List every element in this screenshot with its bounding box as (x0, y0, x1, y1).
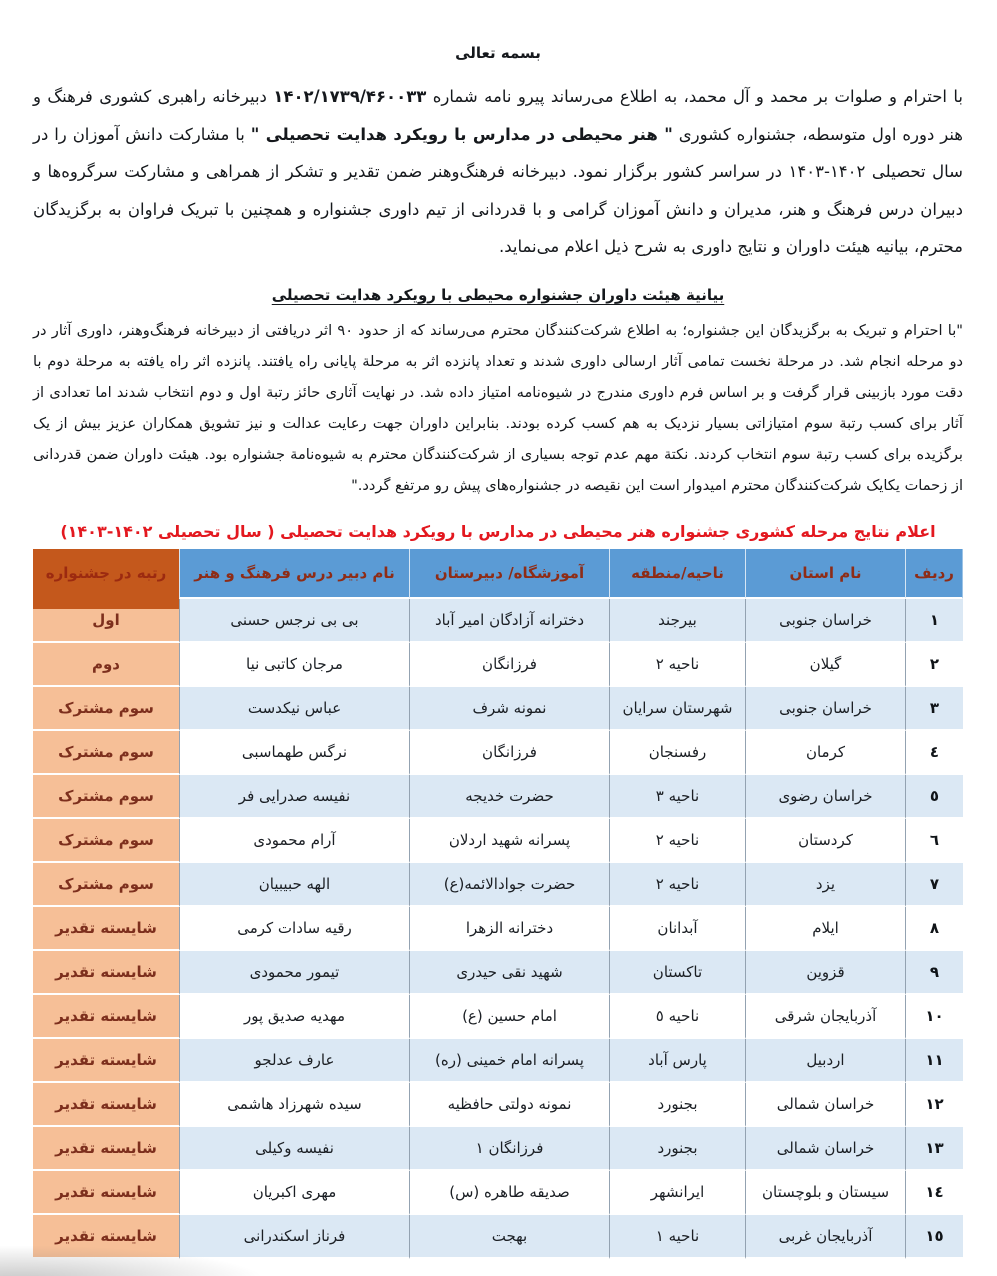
results-title: اعلام نتایج مرحله کشوری جشنواره هنر محیطی در مدارس با رویکرد هدایت تحصیلی ( سال تحصیلی ۱۴۰۲-۱۴۰۳) (60, 521, 936, 541)
table-row (33, 643, 963, 687)
cell-rank: سوم مشترک (33, 731, 179, 775)
header-district: ناحیه/منطقه (609, 549, 745, 599)
cell-province: کرمان (745, 731, 905, 775)
cell-teacher: فرناز اسکندرانی (179, 1215, 409, 1259)
header-row (33, 549, 963, 599)
cell-school: نمونه شرف (409, 687, 609, 731)
cell-school: پسرانه امام خمینی (ره) (409, 1039, 609, 1083)
cell-district: رفسنجان (609, 731, 745, 775)
header-rank: رتبه در جشنواره (33, 549, 179, 599)
cell-province: خراسان شمالی (745, 1083, 905, 1127)
cell-school: فرزانگان (409, 731, 609, 775)
cell-teacher: تیمور محمودی (179, 951, 409, 995)
results-table-header (33, 549, 963, 599)
cell-school: شهید نقی حیدری (409, 951, 609, 995)
cell-teacher: نفیسه صدرایی فر (179, 775, 409, 819)
table-row (33, 907, 963, 951)
cell-school: حضرت خدیجه (409, 775, 609, 819)
cell-rank: شایسته تقدیر (33, 1039, 179, 1083)
cell-district: ناحیه ٣ (609, 775, 745, 819)
cell-district: ناحیه ٢ (609, 819, 745, 863)
cell-school: پسرانه شهید اردلان (409, 819, 609, 863)
festival-name: " هنر محیطی در مدارس با رویکرد هدایت تحصیلی " (250, 124, 673, 144)
table-row (33, 1171, 963, 1215)
table-row (33, 687, 963, 731)
header-row-number: ردیف (905, 549, 963, 599)
cell-district: پارس آباد (609, 1039, 745, 1083)
cell-row-number: ١١ (905, 1039, 963, 1083)
cell-teacher: الهه حبیبیان (179, 863, 409, 907)
cell-row-number: ١٥ (905, 1215, 963, 1259)
jury-statement-body: "با احترام و تبریک به برگزیدگان این جشنواره؛ به اطلاع شرکت‌کنندگان محترم می‌رساند که از حدود ۹۰ اثر دریافتی از دبیرخانه فرهنگ‌وهنر، داوری آثار در دو مرحله انجام شد. در مرحلة نخست تمامی آثار ارسالی داوری شدند و تعداد پانزده اثر به مرحلة پایانی راه یافتند. پانزده اثر راه یافته به مرحلة دوم با دقت مورد بازبینی قرار گرفت و بر اساس فرم داوری مندرج در شیوه‌نامه امتیاز داده شد. در نهایت آثاری حائز رتبة اول و دوم انتخاب شدند اما تعدادی از آثار برای کسب رتبة سوم امتیازاتی بسیار نزدیک به هم کسب کرده بودند. بنابراین داوران جهت رعایت عدالت و نیز تشویق همکاران عزیز بیش از یک برگزیده برای کسب رتبة سوم انتخاب کردند. نکتة مهم عدم توجه بسیاری از شرکت‌کنندگان محترم به شیوه‌نامة جشنواره بود. هیئت داوران ضمن قدردانی از زحمات یکایک شرکت‌کنندگان محترم امیدوار است این نقیصه در جشنواره‌های پیش رو مرتفع گردد." (33, 322, 963, 494)
cell-rank: دوم (33, 643, 179, 687)
cell-row-number: ٤ (905, 731, 963, 775)
bismillah-heading: بسمه تعالی (455, 44, 541, 62)
table-row (33, 731, 963, 775)
table-row (33, 995, 963, 1039)
cell-rank: سوم مشترک (33, 775, 179, 819)
cell-rank: اول (33, 599, 179, 643)
cell-province: خراسان شمالی (745, 1127, 905, 1171)
cell-school: دخترانه آزادگان امیر آباد (409, 599, 609, 643)
letter-number: ۱۴۰۲/۱۷۳۹/۴۶۰۰۳۳ (273, 87, 427, 106)
cell-province: یزد (745, 863, 905, 907)
cell-district: ناحیه ٥ (609, 995, 745, 1039)
cell-rank: شایسته تقدیر (33, 907, 179, 951)
cell-rank: شایسته تقدیر (33, 1171, 179, 1215)
cell-school: بهجت (409, 1215, 609, 1259)
table-row (33, 819, 963, 863)
cell-school: امام حسین (ع) (409, 995, 609, 1039)
cell-teacher: آرام محمودی (179, 819, 409, 863)
cell-row-number: ٦ (905, 819, 963, 863)
cell-teacher: عباس نیکدست (179, 687, 409, 731)
cell-district: تاکستان (609, 951, 745, 995)
cell-rank: سوم مشترک (33, 687, 179, 731)
header-teacher: نام دبیر درس فرهنگ و هنر (179, 549, 409, 599)
cell-teacher: عارف عدلجو (179, 1039, 409, 1083)
cell-school: فرزانگان ١ (409, 1127, 609, 1171)
jury-statement-heading: بیانیة هیئت داوران جشنواره محیطی با رویکرد هدایت تحصیلی (271, 286, 725, 305)
results-table-body (33, 599, 963, 1259)
cell-school: فرزانگان (409, 643, 609, 687)
intro-text-1: با احترام و صلوات بر محمد و آل محمد، به اطلاع می‌رساند پیرو نامه شماره (426, 87, 963, 106)
cell-province: آذربایجان شرقی (745, 995, 905, 1039)
cell-teacher: مرجان کاتبی نیا (179, 643, 409, 687)
cell-row-number: ٩ (905, 951, 963, 995)
cell-teacher: رقیه سادات کرمی (179, 907, 409, 951)
cell-province: خراسان رضوی (745, 775, 905, 819)
cell-row-number: ٥ (905, 775, 963, 819)
cell-province: ایلام (745, 907, 905, 951)
cell-district: بیرجند (609, 599, 745, 643)
cell-row-number: ٣ (905, 687, 963, 731)
cell-row-number: ٧ (905, 863, 963, 907)
cell-district: ایرانشهر (609, 1171, 745, 1215)
cell-school: حضرت جوادالائمه(ع) (409, 863, 609, 907)
table-row (33, 775, 963, 819)
header-province: نام استان (745, 549, 905, 599)
cell-rank: شایسته تقدیر (33, 1215, 179, 1259)
table-row (33, 1127, 963, 1171)
cell-row-number: ١٠ (905, 995, 963, 1039)
cell-province: قزوین (745, 951, 905, 995)
intro-text-3: با مشارکت دانش آموزان را در سال تحصیلی ۱۴۰۲-۱۴۰۳ در سراسر کشور برگزار نمود. دبیرخانه فرهنگ‌وهنر ضمن تقدیر و تشکر از همراهی و مشارکت سرگروه‌ها و دبیران درس فرهنگ و هنر، مدیران و دانش آموزان گرامی و با قدردانی از تیم داوری جشنواره و همچنین با تبریک فراوان به برگزیدگان محترم، بیانیه هیئت داوران و نتایج داوری به شرح ذیل اعلام می‌نماید. (33, 124, 964, 257)
cell-district: ناحیه ٢ (609, 863, 745, 907)
intro-paragraph (33, 78, 963, 266)
cell-province: گیلان (745, 643, 905, 687)
cell-rank: شایسته تقدیر (33, 1127, 179, 1171)
table-row (33, 1039, 963, 1083)
header-school: آموزشگاه/ دبیرستان (409, 549, 609, 599)
table-row (33, 1083, 963, 1127)
cell-row-number: ١٤ (905, 1171, 963, 1215)
cell-district: بجنورد (609, 1083, 745, 1127)
cell-row-number: ١ (905, 599, 963, 643)
cell-row-number: ١٣ (905, 1127, 963, 1171)
cell-teacher: مهری اکبریان (179, 1171, 409, 1215)
table-row (33, 951, 963, 995)
intro-text-2: دبیرخانه راهبری کشوری فرهنگ و هنر دوره اول متوسطه، جشنواره کشوری (33, 87, 963, 144)
cell-province: سیستان و بلوچستان (745, 1171, 905, 1215)
cell-province: خراسان جنوبی (745, 687, 905, 731)
table-row (33, 863, 963, 907)
cell-rank: شایسته تقدیر (33, 995, 179, 1039)
cell-province: آذربایجان غربی (745, 1215, 905, 1259)
cell-province: خراسان جنوبی (745, 599, 905, 643)
cell-rank: سوم مشترک (33, 819, 179, 863)
cell-row-number: ٢ (905, 643, 963, 687)
results-table (33, 549, 963, 1259)
cell-district: آبدانان (609, 907, 745, 951)
cell-rank: سوم مشترک (33, 863, 179, 907)
cell-district: ناحیه ١ (609, 1215, 745, 1259)
cell-province: کردستان (745, 819, 905, 863)
cell-row-number: ٨ (905, 907, 963, 951)
cell-district: بجنورد (609, 1127, 745, 1171)
cell-row-number: ١٢ (905, 1083, 963, 1127)
cell-province: اردبیل (745, 1039, 905, 1083)
cell-school: صدیقه طاهره (س) (409, 1171, 609, 1215)
cell-teacher: نرگس طهماسبی (179, 731, 409, 775)
cell-district: شهرستان سرایان (609, 687, 745, 731)
cell-rank: شایسته تقدیر (33, 1083, 179, 1127)
cell-teacher: نفیسه وکیلی (179, 1127, 409, 1171)
cell-district: ناحیه ٢ (609, 643, 745, 687)
cell-rank: شایسته تقدیر (33, 951, 179, 995)
table-row (33, 1215, 963, 1259)
cell-teacher: مهدیه صدیق پور (179, 995, 409, 1039)
cell-school: دخترانه الزهرا (409, 907, 609, 951)
cell-teacher: سیده شهرزاد هاشمی (179, 1083, 409, 1127)
cell-teacher: بی بی نرجس حسنی (179, 599, 409, 643)
cell-school: نمونه دولتی حافظیه (409, 1083, 609, 1127)
